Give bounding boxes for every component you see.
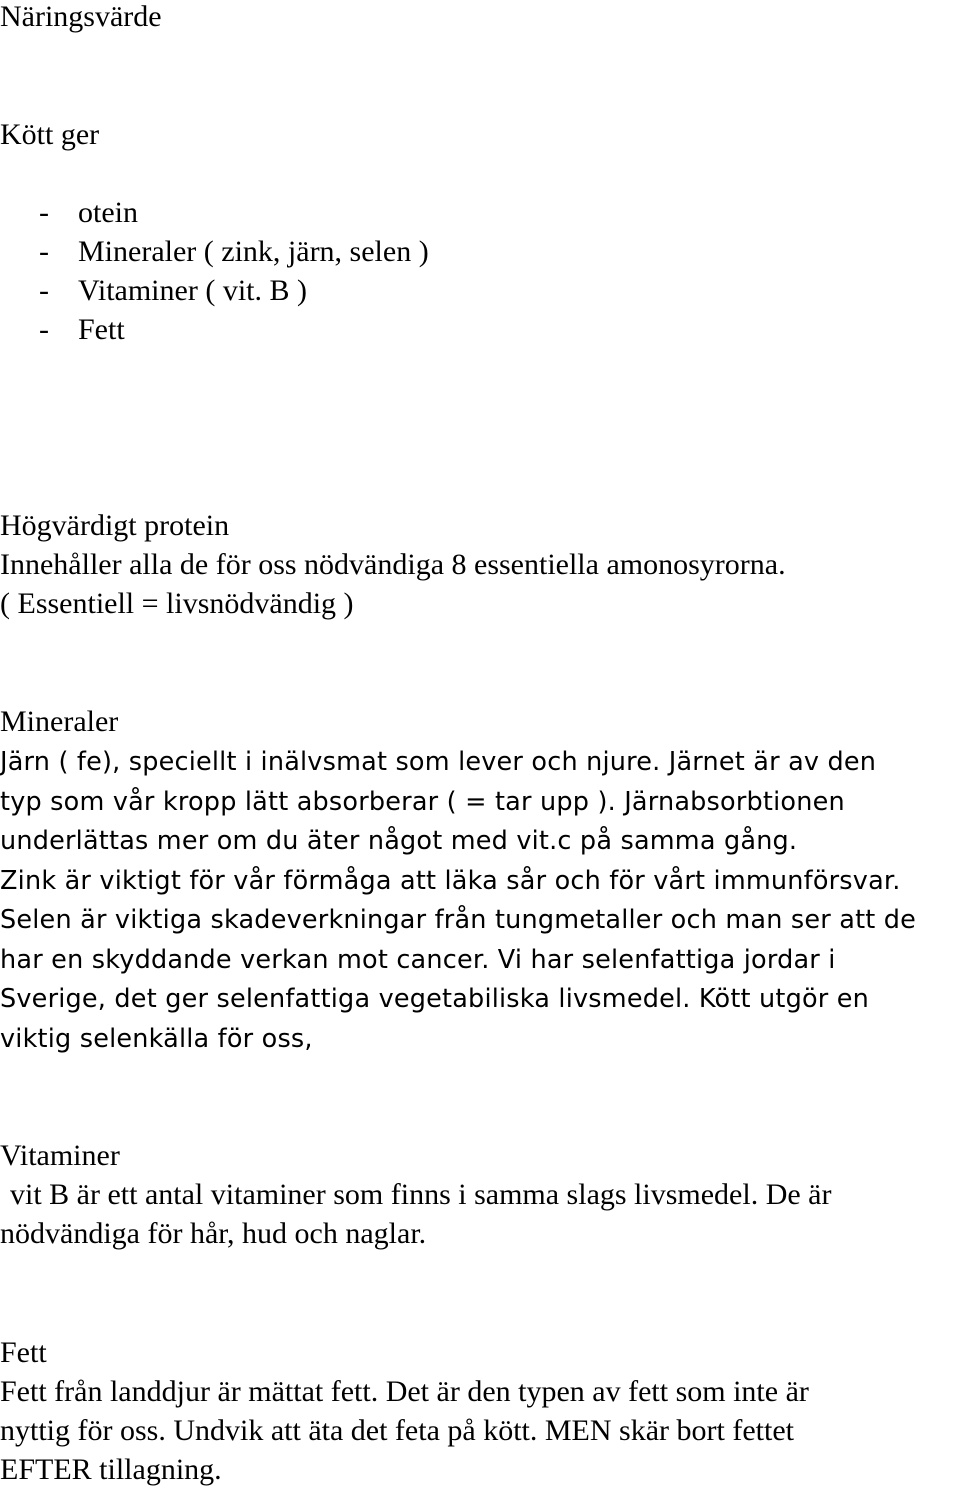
vitamins-line: vit B är ett antal vitaminer som finns i samma slags livsmedel. De är	[10, 1178, 832, 1211]
fat-line: nyttig för oss. Undvik att äta det feta på kött. MEN skär bort fettet	[0, 1414, 794, 1447]
minerals-line: viktig selenkälla för oss,	[0, 1024, 313, 1054]
minerals-line: Zink är viktigt för vår förmåga att läka sår och för vårt immunförsvar.	[0, 866, 901, 896]
fat-line: Fett från landdjur är mättat fett. Det är den typen av fett som inte är	[0, 1375, 809, 1408]
bullet-text: Mineraler ( zink, järn, selen )	[78, 235, 429, 268]
protein-line: ( Essentiell = livsnödvändig )	[0, 587, 354, 620]
minerals-line: har en skyddande verkan mot cancer. Vi har selenfattiga jordar i	[0, 945, 836, 975]
page-title: Näringsvärde	[0, 0, 162, 33]
minerals-line: typ som vår kropp lätt absorberar ( = tar upp ). Järnabsorbtionen	[0, 787, 845, 817]
bullet-text: otein	[78, 196, 138, 229]
vitamins-heading: Vitaminer	[0, 1139, 120, 1172]
minerals-line: Järn ( fe), speciellt i inälvsmat som lever och njure. Järnet är av den	[0, 747, 877, 777]
protein-line: Innehåller alla de för oss nödvändiga 8 essentiella amonosyrorna.	[0, 548, 786, 581]
bullet-text: Vitaminer ( vit. B )	[78, 274, 307, 307]
bullet-dash: -	[39, 235, 49, 268]
minerals-line: Selen är viktiga skadeverkningar från tungmetaller och man ser att de	[0, 905, 917, 935]
protein-heading: Högvärdigt protein	[0, 509, 230, 542]
fat-heading: Fett	[0, 1336, 47, 1369]
bullet-text: Fett	[78, 313, 125, 346]
fat-line: EFTER tillagning.	[0, 1453, 222, 1486]
vitamins-line: nödvändiga för hår, hud och naglar.	[0, 1217, 427, 1250]
bullet-dash: -	[39, 313, 49, 346]
minerals-heading: Mineraler	[0, 705, 119, 738]
meat-heading: Kött ger	[0, 118, 100, 151]
bullet-dash: -	[39, 274, 49, 307]
minerals-line: underlättas mer om du äter något med vit.c på samma gång.	[0, 826, 798, 856]
bullet-dash: -	[39, 196, 49, 229]
minerals-line: Sverige, det ger selenfattiga vegetabiliska livsmedel. Kött utgör en	[0, 984, 870, 1014]
